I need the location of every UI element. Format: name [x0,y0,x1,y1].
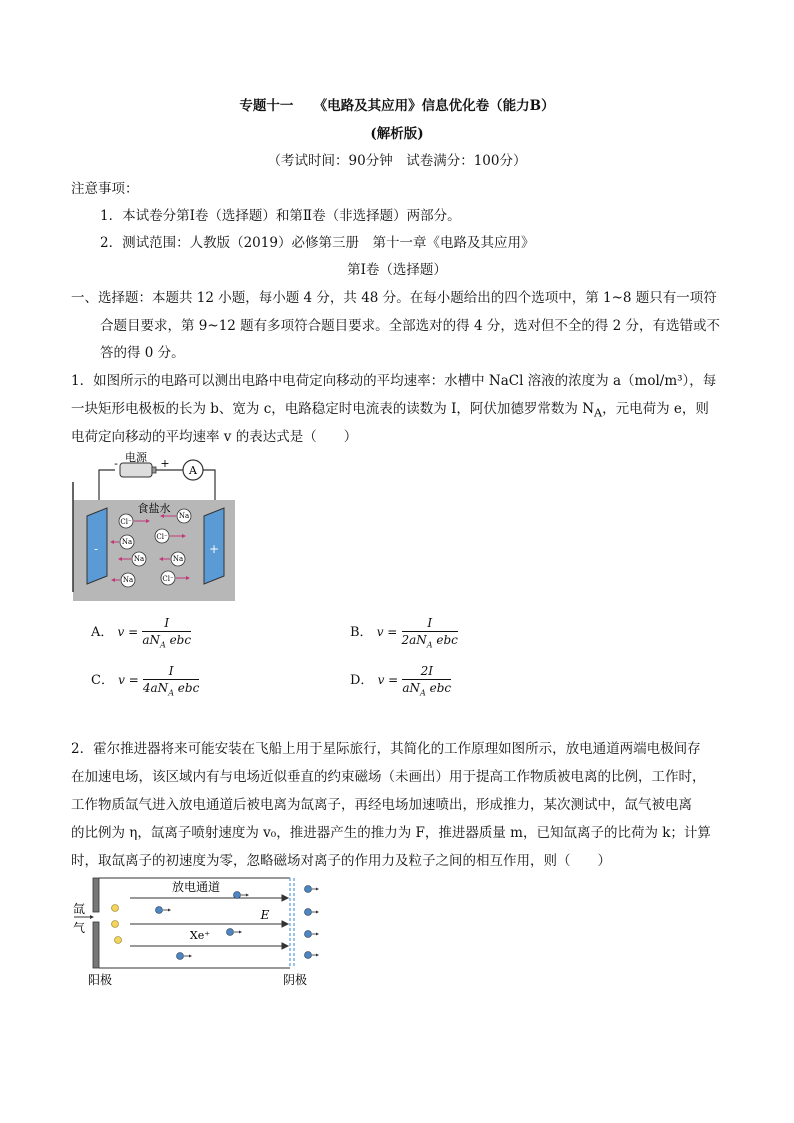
cathode-label: 阴极 [282,973,308,987]
notes-heading: 注意事项： [71,181,139,197]
option-den: $2aN_A$ ebc [401,633,458,650]
q1-line-2: 一块矩形电极板的长为 b、宽为 c，电路稳定时电流表的读数为 I，阿伏加德罗常数为 $N_A$，元电荷为 e，则 [71,401,709,420]
notes-item-2: 2．测试范围：人教版（2019）必修第三册 第十一章《电路及其应用》 [100,235,535,251]
channel-label: 放电通道 [171,880,221,894]
q1-option-d[interactable]: D． v = $\frac{2I}{aN_A ebc}$ [350,664,452,698]
exam-info: （考试时间：90分钟 试卷满分：100分） [267,153,527,169]
solution-label: 食盐水 [137,502,171,515]
anode-plate [93,922,99,968]
right-plate-sign: + [208,542,220,556]
ion-cl: Cl⁻ [162,575,174,583]
ion-label: Xe⁺ [189,929,211,942]
section-intro-line-2: 合题目要求，第 9~12 题有多项符合题目要求。全部选对的得 4 分，选对但不全的得 2 分，有选错或不 [100,318,721,334]
q1-option-c[interactable]: C． v = $\frac{I}{4aN_A ebc}$ [91,664,200,698]
option-den: $aN_A$ ebc [402,681,452,698]
ion-cl: Cl⁻ [156,533,168,541]
page-subtitle: (解析版) [370,126,424,142]
q1-option-b[interactable]: B． v = $\frac{I}{2aN_A ebc}$ [350,616,458,650]
section-intro-line-1: 一、选择题：本题共 12 小题，每小题 4 分，共 48 分。在每小题给出的四个选项中，第 1~8 题只有一项符 [71,290,717,306]
q1-circuit-figure [70,450,240,605]
q1-option-a[interactable]: A． v = $\frac{I}{aN_A ebc}$ [91,616,192,650]
q2-line-2: 在加速电场，该区域内有与电场近似垂直的约束磁场（未画出）用于提高工作物质被电离的比例，工作时， [71,769,706,785]
q2-line-3: 工作物质氙气进入放电通道后被电离为氙离子，再经电场加速喷出，形成推力，某次测试中，氙气被电离 [71,797,692,813]
anode-plate [93,878,99,912]
gas-label-bottom: 气 [72,921,86,935]
battery-minus: - [114,457,118,470]
left-plate-sign: - [93,542,99,556]
volume-title: 第Ⅰ卷（选择题） [347,262,447,278]
gas-label-top: 氙 [72,902,86,916]
field-label: E [260,908,270,922]
q2-line-5: 时，取氙离子的初速度为零，忽略磁场对离子的作用力及粒子之间的相互作用，则（ ） [71,853,611,869]
battery-icon [120,463,152,477]
power-label: 电源 [125,451,147,464]
q2-thruster-figure [70,872,330,990]
ion-na: Na [121,538,133,546]
ion-na: Na [172,555,184,563]
option-den: $4aN_A$ ebc [142,681,200,698]
ion-na: Na [133,555,145,563]
notes-item-1: 1．本试卷分第Ⅰ卷（选择题）和第Ⅱ卷（非选择题）两部分。 [100,208,461,224]
battery-plus: + [160,457,170,470]
ion-na: Na [178,512,190,520]
page-title: 专题十一 《电路及其应用》信息优化卷（能力B） [239,98,555,114]
q1-line-3: 电荷定向移动的平均速率 v 的表达式是（ ） [71,429,358,445]
option-den: $aN_A$ ebc [142,633,192,650]
anode-label: 阳极 [87,973,113,987]
q1-line-1: 1．如图所示的电路可以测出电路中电荷定向移动的平均速率：水槽中 NaCl 溶液的浓度为 a（mol/m³），每 [71,373,717,389]
ammeter-label: A [189,464,197,477]
ion-cl: Cl⁻ [120,518,132,526]
q2-line-4: 的比例为 η，氙离子喷射速度为 v₀，推进器产生的推力为 F，推进器质量 m，已知氙离子的比荷为 k；计算 [71,825,711,841]
section-intro-line-3: 答的得 0 分。 [100,345,185,361]
q2-line-1: 2．霍尔推进器将来可能安装在飞船上用于星际旅行，其简化的工作原理如图所示，放电通道两端电极间存 [71,741,701,757]
ion-na: Na [122,576,134,584]
